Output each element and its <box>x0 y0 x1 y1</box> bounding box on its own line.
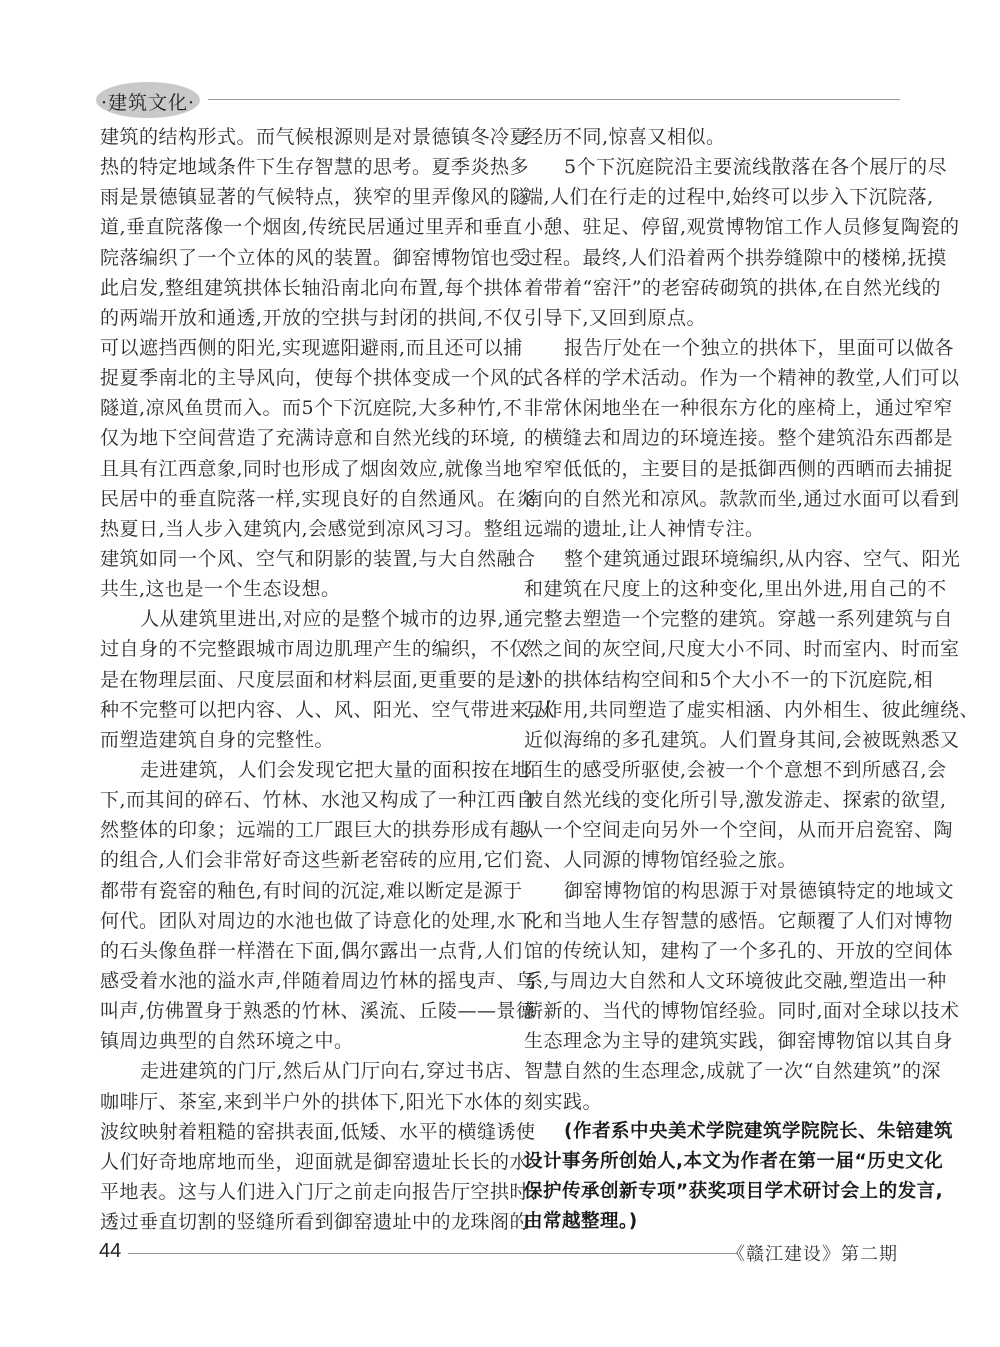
text-line: 都带有瓷窑的釉色,有时间的沉淀,难以断定是源于 <box>100 879 523 902</box>
text-line: 设计事务所创始人,本文为作者在第一届“历史文化 <box>524 1150 944 1172</box>
text-line: 瓷、人同源的博物馆经验之旅。 <box>524 849 798 872</box>
text-line: 仅为地下空间营造了充满诗意和自然光线的环境, <box>100 427 517 450</box>
text-line: 小憩、驻足、停留,观赏博物馆工作人员修复陶瓷的 <box>524 216 960 239</box>
text-line: 透过垂直切割的竖缝所看到御窑遗址中的龙珠阁的 <box>100 1211 530 1234</box>
text-line: 陌生的感受所驱使,会被一个个意想不到所感召,会 <box>524 758 947 781</box>
text-line: 过自身的不完整跟城市周边肌理产生的编织，不仅 <box>100 638 530 661</box>
paragraph <box>524 876 960 1117</box>
text-line: 热的特定地域条件下生存智慧的思考。夏季炎热多 <box>100 156 530 179</box>
text-line: 道,垂直院落像一个烟囱,传统民居通过里弄和垂直 <box>100 216 523 239</box>
section-tag <box>96 82 200 118</box>
paragraph <box>100 755 536 1056</box>
text-line: 热夏日,当人步入建筑内,会感觉到凉风习习。整组 <box>100 517 523 540</box>
text-line: 雨是景德镇显著的气候特点，狭窄的里弄像风的隧 <box>100 186 530 209</box>
text-line: 的石头像鱼群一样潜在下面,偶尔露出一点背,人们 <box>100 939 523 962</box>
text-line: 着带着“窑汗”的老窑砖砌筑的拱体,在自然光线的 <box>524 276 941 299</box>
text-line: 馆的传统认知，建构了一个多孔的、开放的空间体 <box>524 939 954 962</box>
paragraph <box>100 122 536 604</box>
text-line: 刻实践。 <box>524 1090 603 1113</box>
author-note <box>524 1117 953 1238</box>
text-line: 化和当地人生存智慧的感悟。它颠覆了人们对博物 <box>524 909 954 932</box>
text-line: 保护传承创新专项”获奖项目学术研讨会上的发言, <box>524 1180 944 1202</box>
text-line: 捉夏季南北的主导风向，使每个拱体变成一个风的 <box>100 367 530 390</box>
text-line: 端,人们在行走的过程中,始终可以步入下沉院落, <box>524 186 934 209</box>
text-line: 走进建筑的门厅,然后从门厅向右,穿过书店、 <box>140 1060 524 1083</box>
text-line: 感受着水池的溢水声,伴随着周边竹林的摇曳声、鸟 <box>100 969 536 992</box>
page-number: 44 <box>99 1240 122 1262</box>
text-line: 建筑的结构形式。而气候根源则是对景德镇冬冷夏 <box>100 126 530 148</box>
footer-divider <box>128 1253 738 1254</box>
section-title: ·建筑文化· <box>100 92 196 114</box>
text-line: 波纹映射着粗糙的窑拱表面,低矮、水平的横缝诱使 <box>100 1120 536 1143</box>
paragraph <box>524 333 960 544</box>
text-line: 而塑造建筑自身的完整性。 <box>100 728 335 751</box>
text-line: 且具有江西意象,同时也形成了烟囱效应,就像当地 <box>100 457 523 480</box>
text-line: 的组合,人们会非常好奇这些新老窑砖的应用,它们 <box>100 849 523 872</box>
text-line: 5个下沉庭院沿主要流线散落在各个展厅的尽 <box>564 156 948 179</box>
text-line: 民居中的垂直院落一样,实现良好的自然通风。在炎 <box>100 487 536 510</box>
text-line: 下,而其间的碎石、竹林、水池又构成了一种江西自 <box>100 789 536 812</box>
journal-issue: 《赣江建设》第二期 <box>727 1244 898 1265</box>
text-line: 建筑如同一个风、空气和阴影的装置,与大自然融合 <box>100 547 536 570</box>
text-line: 走进建筑，人们会发现它把大量的面积按在地 <box>140 758 531 781</box>
text-line: 的两端开放和通透,开放的空拱与封闭的拱间,不仅 <box>100 306 523 329</box>
text-line: 经历不同,惊喜又相似。 <box>524 126 726 148</box>
text-line: 是在物理层面、尺度层面和材料层面,更重要的是这 <box>100 668 536 691</box>
text-line: 种不完整可以把内容、人、风、阳光、空气带进来,从 <box>100 698 556 721</box>
text-line: 互作用,共同塑造了虚实相涵、内外相生、彼此缠绕、 <box>524 698 980 721</box>
paragraph <box>524 122 901 152</box>
text-line: 平地表。这与人们进入门厅之前走向报告厅空拱时、 <box>100 1180 549 1203</box>
text-line: 共生,这也是一个生态设想。 <box>100 578 341 601</box>
text-line: (作者系中央美术学院建筑学院院长、朱锫建筑 <box>564 1120 953 1142</box>
text-line: 报告厅处在一个独立的拱体下，里面可以做各 <box>564 336 955 359</box>
text-line: 远端的遗址,让人神情专注。 <box>524 517 765 540</box>
text-line: 近似海绵的多孔建筑。人们置身其间,会被既熟悉又 <box>524 728 960 751</box>
text-line: 可以遮挡西侧的阳光,实现遮阳避雨,而且还可以捕 <box>100 336 523 359</box>
text-line: 窄窄低低的，主要目的是抵御西侧的西晒而去捕捉 <box>524 457 954 480</box>
text-line: 的横缝去和周边的环境连接。整个建筑沿东西都是 <box>524 427 954 450</box>
text-line: 完整去塑造一个完整的建筑。穿越一系列建筑与自 <box>524 608 954 631</box>
text-line: 智慧自然的生态理念,成就了一次“自然建筑”的深 <box>524 1060 941 1083</box>
text-line: 非常休闲地坐在一种很东方化的座椅上，通过窄窄 <box>524 397 954 420</box>
text-line: 薪新的、当代的博物馆经验。同时,面对全球以技术 <box>524 1000 960 1023</box>
text-line: 此启发,整组建筑拱体长轴沿南北向布置,每个拱体 <box>100 276 523 299</box>
text-line: 式各样的学术活动。作为一个精神的教堂,人们可以 <box>524 367 960 390</box>
paragraph <box>524 544 980 876</box>
text-line: 由常越整理。) <box>524 1211 638 1233</box>
paragraph <box>524 152 960 333</box>
right-column <box>524 122 980 1237</box>
text-line: 然整体的印象；远端的工厂跟巨大的拱券形成有趣 <box>100 819 530 842</box>
text-line: 整个建筑通过跟环境编织,从内容、空气、阳光 <box>564 547 961 570</box>
text-line: 隧道,凉风鱼贯而入。而5个下沉庭院,大多种竹,不 <box>100 397 523 420</box>
text-line: 何代。团队对周边的水池也做了诗意化的处理,水下 <box>100 909 536 932</box>
text-line: 系,与周边大自然和人文环境彼此交融,塑造出一种 <box>524 969 947 992</box>
text-line: 生态理念为主导的建筑实践，御窑博物馆以其自身 <box>524 1030 954 1053</box>
text-line: 御窑博物馆的构思源于对景德镇特定的地域文 <box>564 879 955 902</box>
text-line: 人从建筑里进出,对应的是整个城市的边界,通 <box>140 608 524 631</box>
text-line: 外的拱体结构空间和5个大小不一的下沉庭院,相 <box>524 668 934 691</box>
paragraph <box>100 1056 549 1237</box>
text-line: 然之间的灰空间,尺度大小不同、时而室内、时而室 <box>524 638 960 661</box>
text-line: 和建筑在尺度上的这种变化,里出外进,用自己的不 <box>524 578 947 601</box>
text-line: 南向的自然光和凉风。款款而坐,通过水面可以看到 <box>524 487 960 510</box>
text-line: 镇周边典型的自然环境之中。 <box>100 1030 354 1053</box>
text-line: 过程。最终,人们沿着两个拱券缝隙中的楼梯,抚摸 <box>524 246 947 269</box>
text-line: 叫声,仿佛置身于熟悉的竹林、溪流、丘陵——景德 <box>100 1000 536 1023</box>
paragraph <box>100 604 556 755</box>
text-line: 人们好奇地席地而坐，迎面就是御窑遗址长长的水 <box>100 1150 530 1173</box>
text-line: 院落编织了一个立体的风的装置。御窑博物馆也受 <box>100 246 530 269</box>
text-line: 引导下,又回到原点。 <box>524 306 707 329</box>
header-divider <box>208 99 900 100</box>
left-column <box>100 122 556 1237</box>
text-line: 被自然光线的变化所引导,激发游走、探索的欲望, <box>524 789 947 812</box>
text-line: 从一个空间走向另外一个空间，从而开启瓷窑、陶 <box>524 819 954 842</box>
text-line: 咖啡厅、茶室,来到半户外的拱体下,阳光下水体的 <box>100 1090 523 1113</box>
